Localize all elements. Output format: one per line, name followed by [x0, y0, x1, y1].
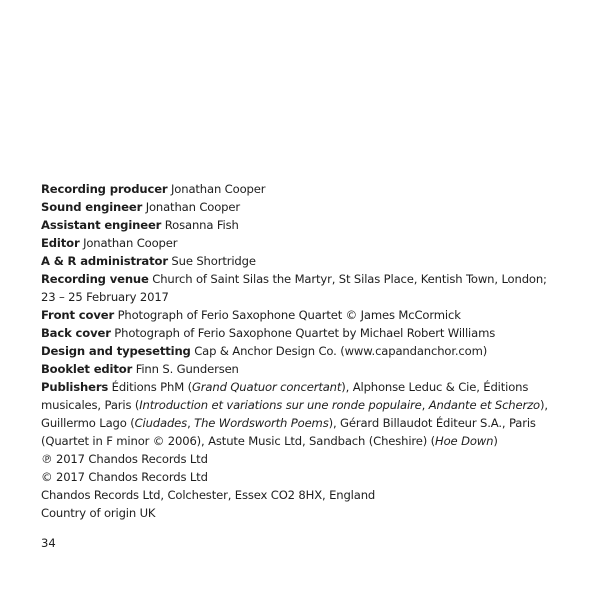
credit-line	[41, 180, 581, 198]
credit-line	[41, 486, 581, 504]
credit-text: Photograph of Ferio Saxophone Quartet by Michael Robert Williams	[110, 326, 496, 340]
credit-label: Booklet editor	[41, 362, 133, 376]
credit-line	[41, 324, 581, 342]
credit-text: ℗ 2017 Chandos Records Ltd	[41, 452, 208, 466]
credit-text: (Quartet in F minor © 2006), Astute Music Ltd, Sandbach (Cheshire) (	[41, 434, 436, 448]
credit-line	[41, 432, 581, 450]
credit-line	[41, 198, 581, 216]
credit-line	[41, 360, 581, 378]
credit-label: Publishers	[41, 380, 109, 394]
credit-line	[41, 252, 581, 270]
credit-text: Photograph of Ferio Saxophone Quartet © James McCormick	[114, 308, 461, 322]
credit-label: Recording producer	[41, 182, 168, 196]
credit-text: Guillermo Lago (	[41, 416, 135, 430]
credit-label: Assistant engineer	[41, 218, 162, 232]
credit-line	[41, 288, 581, 306]
credit-line	[41, 342, 581, 360]
credit-line	[41, 414, 581, 432]
credit-line	[41, 396, 581, 414]
credit-text: Church of Saint Silas the Martyr, St Silas Place, Kentish Town, London;	[148, 272, 547, 286]
work-title: Introduction et variations sur une ronde populaire	[139, 398, 422, 412]
credit-label: Design and typesetting	[41, 344, 191, 358]
credit-text: ), Alphonse Leduc & Cie, Éditions	[341, 380, 529, 394]
credit-text: ),	[539, 398, 548, 412]
credit-line	[41, 270, 581, 288]
credit-text: © 2017 Chandos Records Ltd	[41, 470, 208, 484]
credit-text: Sue Shortridge	[167, 254, 256, 268]
credit-label: Front cover	[41, 308, 115, 322]
credit-line	[41, 468, 581, 486]
credit-label: Recording venue	[41, 272, 149, 286]
credit-text: Cap & Anchor Design Co. (www.capandanchor.com)	[190, 344, 488, 358]
credit-label: Sound engineer	[41, 200, 143, 214]
credit-line	[41, 378, 581, 396]
work-title: Andante et Scherzo	[428, 398, 540, 412]
credit-text: 23 – 25 February 2017	[41, 290, 169, 304]
work-title: Ciudades	[134, 416, 188, 430]
credit-text: Jonathan Cooper	[142, 200, 240, 214]
credit-line	[41, 450, 581, 468]
credit-text: Country of origin UK	[41, 506, 156, 520]
credit-text: musicales, Paris (	[41, 398, 140, 412]
credit-text: )	[493, 434, 498, 448]
credit-text: Chandos Records Ltd, Colchester, Essex CO2 8HX, England	[41, 488, 376, 502]
credit-text: Éditions PhM (	[108, 380, 192, 394]
credit-line	[41, 216, 581, 234]
page-number: 34	[41, 536, 56, 550]
credit-line	[41, 306, 581, 324]
credit-text: Finn S. Gundersen	[132, 362, 239, 376]
credit-label: Back cover	[41, 326, 111, 340]
credit-text: ,	[187, 416, 195, 430]
credit-text: ), Gérard Billaudot Éditeur S.A., Paris	[328, 416, 536, 430]
work-title: The Wordsworth Poems	[194, 416, 329, 430]
credit-text: Jonathan Cooper	[167, 182, 266, 196]
credit-line	[41, 234, 581, 252]
work-title: Hoe Down	[435, 434, 494, 448]
credits-block	[41, 180, 581, 522]
credit-text: ,	[421, 398, 429, 412]
credit-text: Rosanna Fish	[161, 218, 239, 232]
credit-label: A & R administrator	[41, 254, 168, 268]
credit-text: Jonathan Cooper	[79, 236, 178, 250]
work-title: Grand Quatuor concertant	[191, 380, 342, 394]
credit-line	[41, 504, 581, 522]
credit-label: Editor	[41, 236, 80, 250]
